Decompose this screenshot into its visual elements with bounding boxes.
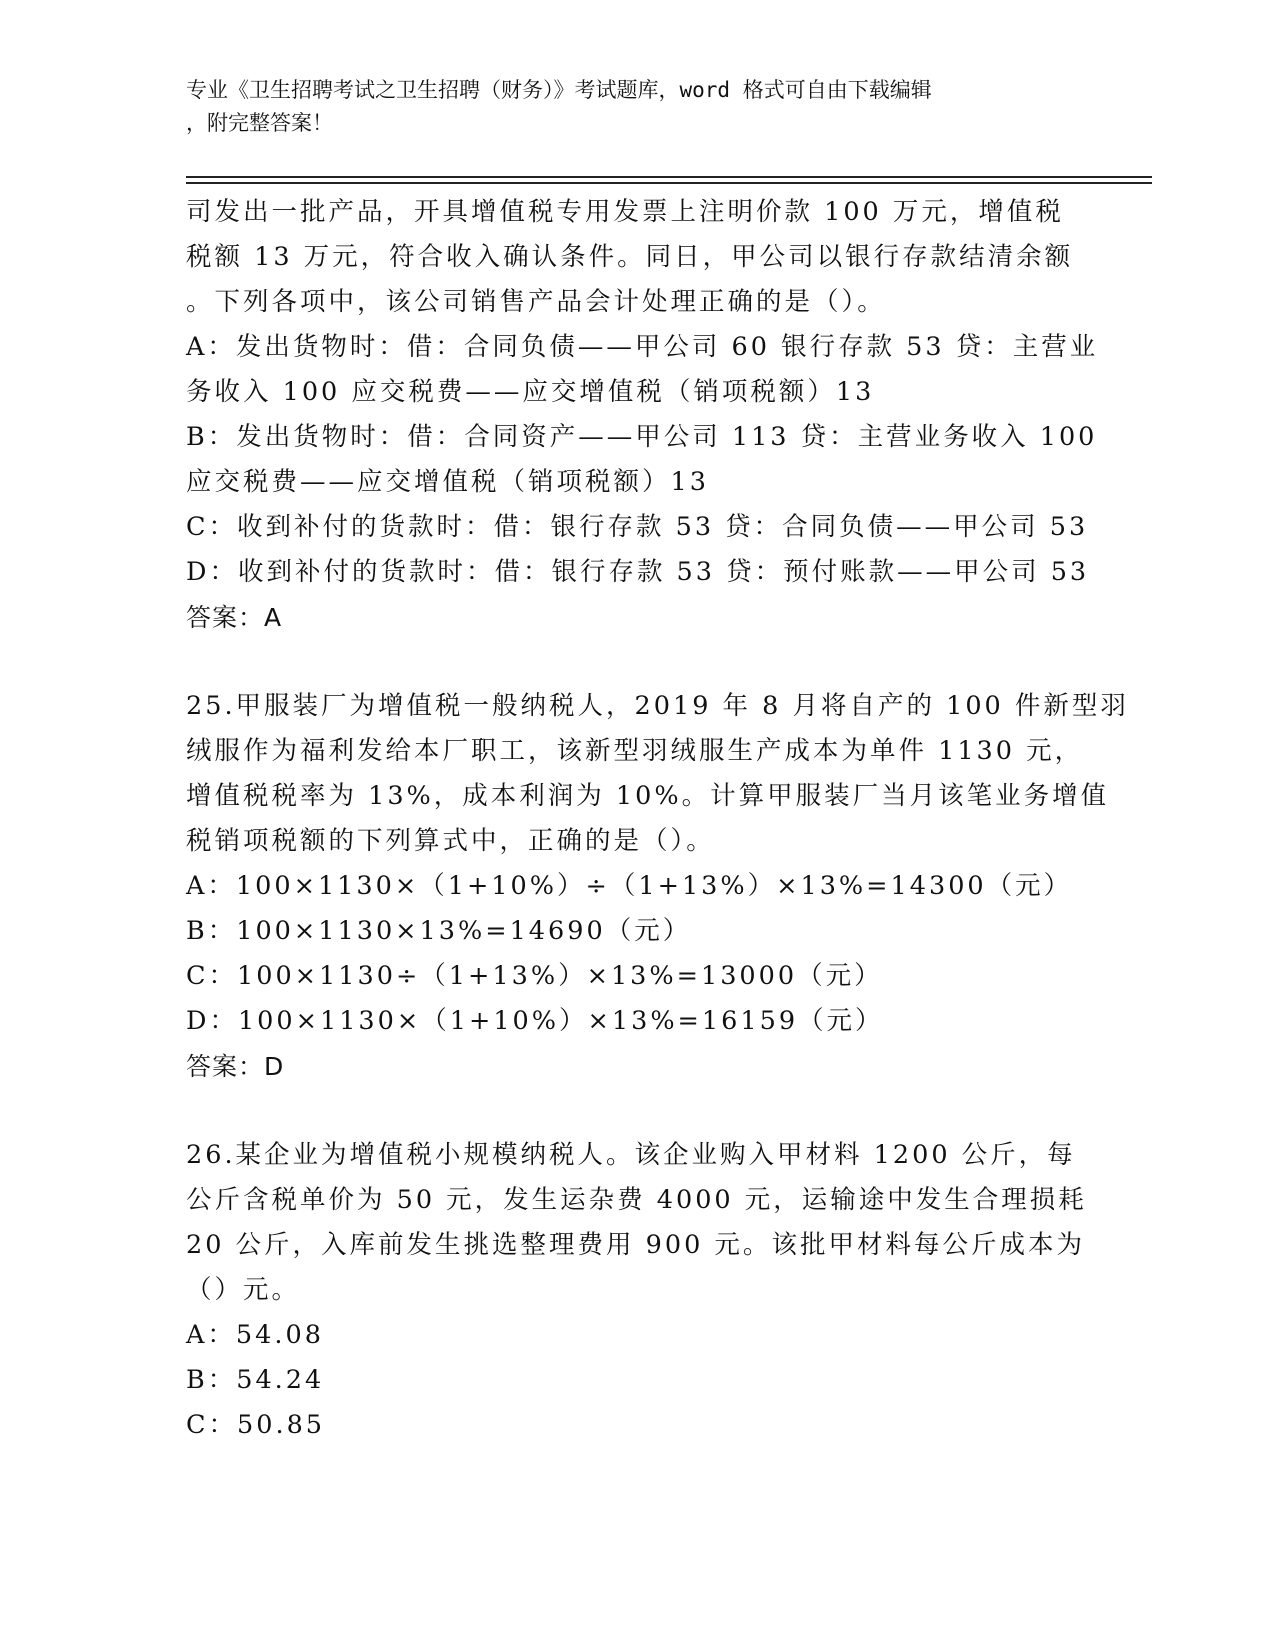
option-line: C：收到补付的货款时：借：银行存款 53 贷：合同负债——甲公司 53 [186,512,1089,542]
answer-label: 答案：A [186,603,283,632]
header-divider [186,176,1152,178]
question-list [186,190,1129,1448]
option-line: A：发出货物时：借：合同负债——甲公司 60 银行存款 53 贷：主营业 [186,332,1099,362]
question-stem-line: 公斤含税单价为 50 元，发生运杂费 4000 元，运输途中发生合理损耗 [186,1185,1087,1215]
option-line: C：100×1130÷（1+13%）×13%=13000（元） [186,961,883,991]
option-line: 应交税费——应交增值税（销项税额）13 [186,467,709,497]
question-stem-line: 司发出一批产品，开具增值税专用发票上注明价款 100 万元，增值税 [186,197,1064,227]
option-line: B：100×1130×13%=14690（元） [186,916,692,946]
question-24 [186,190,1099,640]
spacer [186,640,1086,684]
question-stem-line: 20 公斤，入库前发生挑选整理费用 900 元。该批甲材料每公斤成本为 [186,1230,1085,1260]
header-line: 专业《卫生招聘考试之卫生招聘（财务）》考试题库，word 格式可自由下载编辑 [186,78,932,102]
option-line: B：54.24 [186,1365,325,1395]
answer-label: 答案：D [186,1052,285,1081]
question-25 [186,684,1129,1089]
question-stem-line: 25.甲服装厂为增值税一般纳税人，2019 年 8 月将自产的 100 件新型羽 [186,691,1129,721]
question-26 [186,1133,1086,1448]
option-line: B：发出货物时：借：合同资产——甲公司 113 贷：主营业务收入 100 [186,422,1098,452]
option-line: D：收到补付的货款时：借：银行存款 53 贷：预付账款——甲公司 53 [186,557,1090,587]
header-divider [186,182,1152,184]
question-stem-line: 税销项税额的下列算式中，正确的是（）。 [186,826,715,856]
question-stem-line: 增值税税率为 13%，成本利润为 10%。计算甲服装厂当月该笔业务增值 [186,781,1110,811]
question-stem-line: 绒服作为福利发给本厂职工，该新型羽绒服生产成本为单件 1130 元， [186,736,1084,766]
question-stem-line: 26.某企业为增值税小规模纳税人。该企业购入甲材料 1200 公斤，每 [186,1140,1076,1170]
question-stem-line: 税额 13 万元，符合收入确认条件。同日，甲公司以银行存款结清余额 [186,242,1074,272]
option-line: C：50.85 [186,1410,326,1440]
page-header [186,74,1066,140]
option-line: D：100×1130×（1+10%）×13%=16159（元） [186,1006,884,1036]
question-stem-line: 。下列各项中，该公司销售产品会计处理正确的是（）。 [186,287,886,317]
option-line: A：100×1130×（1+10%）÷（1+13%）×13%=14300（元） [186,871,1073,901]
header-line: ，附完整答案！ [186,111,333,135]
option-line: A：54.08 [186,1320,324,1350]
question-stem-line: （）元。 [186,1275,301,1305]
option-line: 务收入 100 应交税费——应交增值税（销项税额）13 [186,377,875,407]
spacer [186,1089,1086,1133]
